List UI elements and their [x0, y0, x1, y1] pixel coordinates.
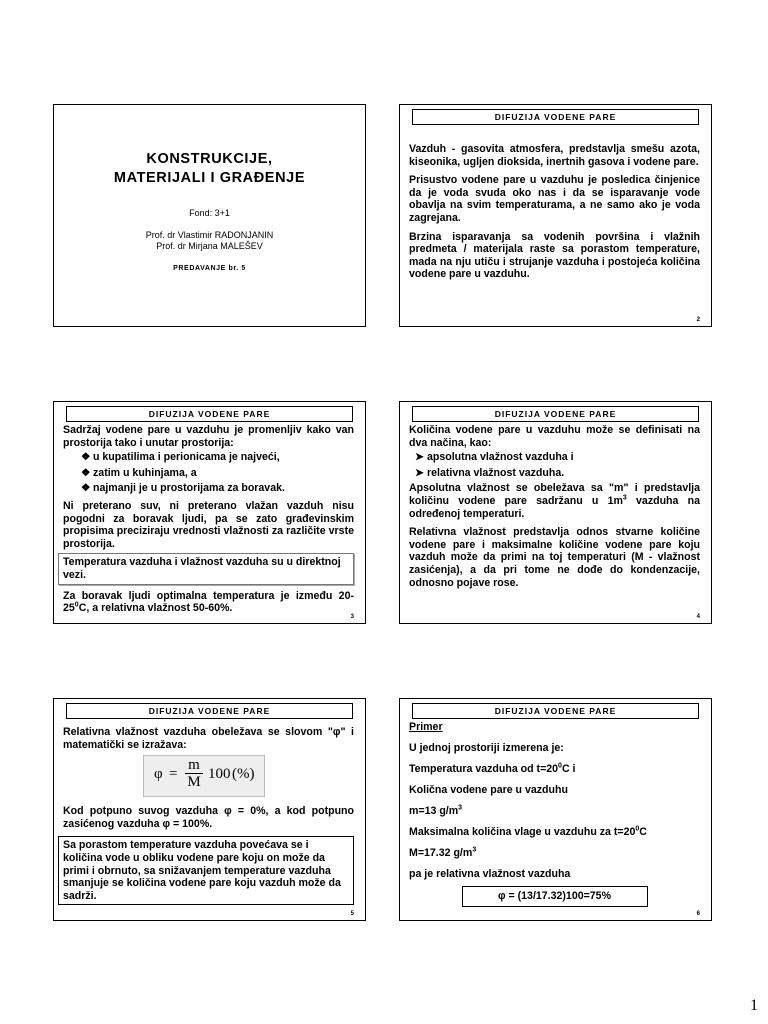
formula-phi: φ [154, 766, 163, 783]
slide-number: 6 [696, 911, 700, 917]
value-M: M=17.32 $g/m^3$ [409, 846, 477, 859]
page-number: 1 [750, 997, 758, 1014]
value-m: m=13 $g/m^3$ [409, 804, 463, 817]
slide-number: 3 [350, 614, 354, 620]
highlight-box: Temperatura vazduha i vlažnost vazduha su u direktnoj vezi. [58, 553, 354, 584]
paragraph: Apsolutna vlažnost se obeležava sa "m" i predstavlja količinu vodene pare sadržanu u $1m^3$ vazduha na određenoj temperaturi. [409, 482, 701, 520]
slide-number: 2 [696, 317, 700, 323]
highlight-box: Sa porastom temperature vazduha povećava se i količina vode u obliku vodene pare koju on može da primi i obrnuto, sa snižavanjem temperature vazduha smanjuje se količina vodene pare koju vazduh može da sadrži. [58, 836, 354, 905]
list-item: ❖ najmanji je u prostorijama za boravak. [81, 482, 285, 495]
list-item: ❖ zatim u kuhinjama, a [81, 466, 197, 479]
course-title [54, 150, 365, 188]
diamond-bullet-icon: ❖ [81, 466, 91, 479]
slide-number: 5 [350, 911, 354, 917]
paragraph: Vazduh - gasovita atmosfera, predstavlja smešu azota, kiseonika, ugljen dioksida, inertnih gasova i vodene pare. [409, 143, 700, 168]
course-title-line-1: KONSTRUKCIJE, [146, 151, 273, 167]
paragraph: Relativna vlažnost vazduha obeležava se slovom "φ" i matematički se izražava: [63, 726, 354, 751]
result-box: φ = (13/17.32)100=75% [462, 886, 648, 907]
paragraph: Maksimalna količina vlage u vazduhu za $t=20^0C$ [409, 825, 647, 838]
bullet-list [409, 451, 700, 479]
paragraph: pa je relativna vlažnost vazduha [409, 868, 571, 880]
slide-body [63, 424, 354, 621]
slide-body [409, 721, 700, 907]
formula-equals: = [169, 766, 178, 783]
paragraph: Sadržaj vodene pare u vazduhu je promenljiv kako van prostorija tako i unutar prostorija: [63, 424, 354, 449]
course-title-line-2: MATERIJALI I GRAĐENJE [113, 170, 306, 186]
list-item: ❖ u kupatilima i perionicama je najveći, [81, 451, 280, 464]
diamond-bullet-icon: ❖ [81, 482, 91, 495]
professor-2: Prof. dr Mirjana MALEŠEV [156, 241, 263, 251]
formula-factor: 100 [208, 766, 231, 783]
slide-5 [53, 698, 366, 921]
paragraph: U jednoj prostoriji izmerena je: [409, 742, 564, 754]
list-item: ➤ relativna vlažnost vazduha. [415, 466, 565, 479]
paragraph: Temperatura vazduha od $t=20^0C$ i [409, 762, 576, 775]
paragraph: Kod potpuno suvog vazduha φ = 0%, a kod potpuno zasićenog vazduha φ = 100%. [63, 805, 354, 830]
slide-header: DIFUZIJA VODENE PARE [412, 109, 699, 125]
diamond-bullet-icon: ❖ [81, 451, 91, 464]
lecture-number: PREDAVANJE br. 5 [173, 265, 246, 272]
slide-header: DIFUZIJA VODENE PARE [412, 406, 699, 422]
slide-header: DIFUZIJA VODENE PARE [66, 406, 353, 422]
slide-6 [399, 698, 712, 921]
fond: Fond: 3+1 [189, 208, 230, 218]
paragraph: Relativna vlažnost predstavlja odnos stvarne količine vodene pare i maksimalne količine vodene pare koju vazduh može da primi na toj temperaturi (M - vlažnost zasićenja), a da pri tome ne dođe do kondenzacije, odnosno pojave rose. [409, 526, 700, 589]
paragraph: Ni preterano suv, ni preterano vlažan vazduh nisu pogodni za boravak ljudi, pa se zato građevinskim propisima preciziraju vrednosti vlažnosti za različite vrste prostorija. [63, 499, 354, 550]
slide-header: DIFUZIJA VODENE PARE [66, 703, 353, 719]
formula-denominator: M [187, 774, 201, 791]
bullet-list [63, 451, 354, 495]
slide-number: 4 [696, 614, 700, 620]
formula-fraction [185, 758, 203, 791]
slide-1 [53, 104, 366, 327]
paragraph: Za boravak ljudi optimalna temperatura je između $20-25^0C$, a relativna vlažnost 50-60%. [63, 589, 354, 615]
slide-body [63, 726, 354, 909]
example-heading: Primer [409, 721, 443, 733]
slide-2 [399, 104, 712, 327]
formula-numerator: m [185, 758, 203, 774]
slide-body [409, 143, 700, 287]
arrow-bullet-icon: ➤ [415, 451, 424, 464]
paragraph: Brzina isparavanja sa vodenih površina i vlažnih predmeta / materijala raste sa porastom temperature, mada na nju utiču i strujanje vazduha i postojeća količina vodene pare u vazduhu. [409, 230, 700, 281]
slide-header: DIFUZIJA VODENE PARE [412, 703, 699, 719]
paragraph: Količina vodene pare u vazduhu može se definisati na dva načina, kao: [409, 424, 700, 449]
professor-1: Prof. dr Vlastimir RADONJANIN [145, 230, 274, 240]
arrow-bullet-icon: ➤ [415, 466, 424, 479]
slide-4 [399, 401, 712, 624]
relative-humidity-formula [143, 755, 265, 797]
formula-unit: (%) [232, 766, 255, 783]
list-item: ➤ apsolutna vlažnost vazduha i [415, 451, 574, 464]
professors [54, 230, 365, 252]
paragraph: Količna vodene pare u vazduhu [409, 784, 568, 796]
slide-3 [53, 401, 366, 624]
paragraph: Prisustvo vodene pare u vazduhu je posledica činjenice da je voda svuda oko nas i da se isparavanje vode obavlja na svim temperaturama, a ne samo ako je voda zagrejana. [409, 174, 700, 224]
slide-body [409, 424, 700, 595]
